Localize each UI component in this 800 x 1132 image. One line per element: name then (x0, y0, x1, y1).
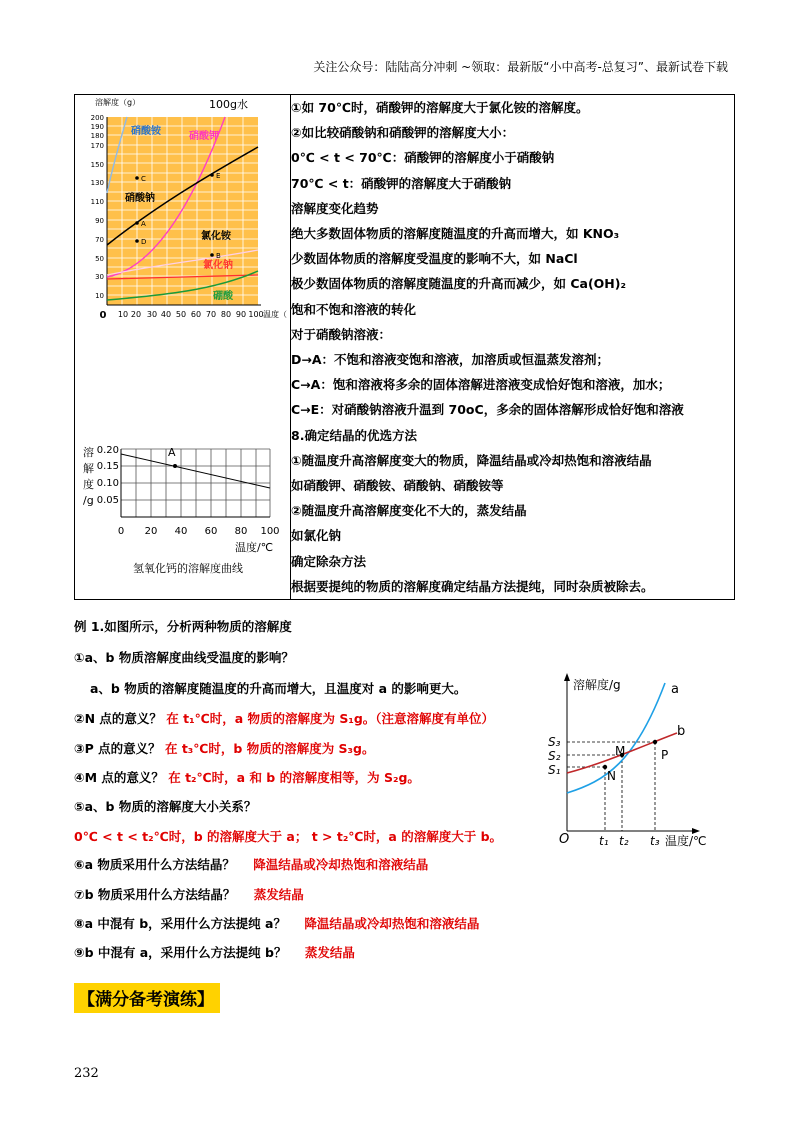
calcium-hydroxide-chart (75, 442, 289, 582)
charts-cell (75, 95, 291, 600)
example-a5: 0℃ < t < t₂℃时，b 的溶解度大于 a； t > t₂℃时，a 的溶解度大于 b。 (74, 829, 503, 844)
chart1-xtick: 70 (205, 310, 217, 319)
solubility-curves-chart (75, 95, 289, 325)
curve-a (567, 683, 665, 793)
chart2-ylabel-char: 度 (83, 478, 94, 491)
example-q6: ⑥a 物质采用什么方法结晶？ (74, 857, 235, 872)
curve-a-label: a (671, 682, 679, 697)
example-a6: 降温结晶或冷却热饱和溶液结晶 (253, 857, 429, 872)
s1-label: S₁ (548, 763, 561, 777)
chart1-ylabel: 溶解度（g） (95, 98, 141, 107)
point-P-label: P (661, 748, 669, 762)
example-a1: a、b 物质的溶解度随温度的升高而增大，且温度对 a 的影响更大。 (90, 681, 467, 696)
s2-label: S₂ (548, 749, 561, 763)
chart1-xtick: 100 (248, 310, 264, 319)
chart1-ytick: 170 (90, 142, 104, 150)
chart1-xtick: 50 (175, 310, 187, 319)
chart1-note: 100g水 (209, 98, 248, 111)
chart1-xtick: 60 (190, 310, 202, 319)
chart2-point-A-label: A (168, 446, 176, 459)
point-C-label: C (141, 175, 146, 183)
label-potassium-nitrate: 硝酸钾 (189, 131, 219, 142)
example-a4: 在 t₂℃时，a 和 b 的溶解度相等，为 S₂g。 (168, 770, 420, 785)
note-line: ②随温度升高溶解度变化不大的，蒸发结晶 (291, 503, 527, 519)
chart1-xtick: 0 (99, 310, 107, 321)
chart2-ytick: 0.10 (96, 478, 119, 489)
example-q3: ③P 点的意义？ (74, 741, 161, 756)
point-C-marker (135, 176, 139, 180)
note-line: 少数固体物质的溶解度受温度的影响不大，如 NaCl (291, 251, 578, 267)
chart2-ytick: 0.05 (96, 495, 119, 506)
note-line: 饱和不饱和溶液的转化 (291, 301, 417, 317)
chart1-ytick: 90 (95, 217, 104, 225)
chart2-xlabel: 温度/℃ (235, 541, 274, 554)
chart2-ylabel-char: 溶 (83, 446, 94, 459)
note-line: 确定除杂方法 (291, 553, 367, 569)
chart1-ytick: 70 (95, 236, 104, 244)
chart1-ytick: 110 (90, 198, 104, 206)
example-q4-row (74, 768, 420, 786)
note-line: 8.确定结晶的优选方法 (291, 427, 417, 443)
t1-label: t₁ (599, 834, 609, 848)
note-line: C→A：饱和溶液将多余的固体溶解进溶液变成恰好饱和溶液，加水； (291, 377, 671, 393)
point-B-marker (210, 253, 214, 257)
example-title: 例 1.如图所示，分析两种物质的溶解度 (74, 619, 292, 634)
point-D-marker (135, 239, 139, 243)
example-q5: ⑤a、b 物质的溶解度大小关系？ (74, 799, 257, 814)
chart1-xtick: 30 (146, 310, 158, 319)
note-line: 对于硝酸钠溶液： (291, 326, 392, 342)
point-M-label: M (615, 744, 626, 758)
chart1-ytick: 130 (90, 179, 104, 187)
example-a8: 降温结晶或冷却热饱和溶液结晶 (304, 916, 480, 931)
chart2-ytick: 0.15 (96, 461, 119, 472)
point-B-label: B (216, 252, 221, 260)
label-ammonium-nitrate: 硝酸铵 (131, 126, 161, 137)
chart2-xtick: 60 (204, 526, 218, 537)
example-a3: 在 t₃℃时，b 物质的溶解度为 S₃g。 (164, 741, 375, 756)
chart2-xtick: 0 (117, 526, 125, 537)
point-E-marker (210, 173, 214, 177)
chart1-ytick: 150 (90, 161, 104, 169)
point-E-label: E (216, 172, 221, 180)
example-a7: 蒸发结晶 (253, 887, 304, 902)
note-line: C→E：对硝酸钠溶液升温到 70oC，多余的固体溶解形成恰好饱和溶液 (291, 402, 684, 418)
note-line: 如硝酸钾、硝酸铵、硝酸钠、硝酸铵等 (291, 478, 504, 494)
example-q9-row (74, 943, 355, 961)
chart3-origin: O (559, 832, 570, 847)
chart2-xtick: 80 (234, 526, 248, 537)
note-line: ②如比较硝酸钠和硝酸钾的溶解度大小： (291, 125, 515, 141)
curve-b-label: b (677, 724, 686, 739)
point-P-marker (653, 740, 657, 744)
example-q6-row (74, 855, 428, 873)
chart1-ytick: 190 (90, 123, 104, 131)
chart1-xtick: 40 (160, 310, 172, 319)
example-q2-row (74, 709, 494, 727)
note-line: 如氯化钠 (291, 528, 342, 544)
note-line: 极少数固体物质的溶解度随温度的升高而减少，如 Ca(OH)₂ (291, 276, 626, 292)
chart3-ylabel: 溶解度/g (573, 678, 621, 692)
label-boric-acid: 硼酸 (213, 291, 233, 302)
example-q8: ⑧a 中混有 b，采用什么方法提纯 a？ (74, 916, 286, 931)
note-line: D→A：不饱和溶液变饱和溶液，加溶质或恒温蒸发溶剂； (291, 352, 610, 368)
example-q4: ④M 点的意义？ (74, 770, 164, 785)
chart3-xlabel: 温度/℃ (665, 834, 707, 848)
chart1-xlabel: 温度（ (263, 310, 287, 319)
point-A-label: A (141, 220, 146, 228)
example-q9: ⑨b 中混有 a，采用什么方法提纯 b？ (74, 945, 287, 960)
chart1-ytick: 30 (95, 273, 104, 281)
chart2-ylabel-char: /g (83, 494, 94, 507)
notes-cell (291, 95, 735, 600)
chart2-xtick: 40 (174, 526, 188, 537)
note-line: 根据要提纯的物质的溶解度确定结晶方法提纯，同时杂质被除去。 (291, 578, 654, 594)
page-number: 232 (74, 1066, 99, 1081)
chart1-xtick: 10 (117, 310, 129, 319)
point-D-label: D (141, 238, 147, 246)
point-N-label: N (607, 769, 616, 783)
example-q2: ②N 点的意义？ (74, 711, 162, 726)
chart2-caption: 氢氧化钙的溶解度曲线 (133, 562, 243, 575)
ab-solubility-chart (545, 673, 735, 853)
section-title: 【满分备考演练】 (74, 983, 220, 1013)
label-sodium-nitrate: 硝酸钠 (125, 193, 155, 204)
chart2-xtick: 20 (144, 526, 158, 537)
example-q7-row (74, 885, 304, 903)
example-q7: ⑦b 物质采用什么方法结晶？ (74, 887, 236, 902)
page-header: 关注公众号：陆陆高分冲刺 ~领取：最新版“小中高考-总复习”、最新试卷下载 (313, 60, 728, 74)
example-q3-row (74, 739, 375, 757)
chart1-ytick: 200 (90, 114, 104, 122)
example-q1: ①a、b 物质溶解度曲线受温度的影响？ (74, 650, 294, 665)
t3-label: t₃ (650, 834, 660, 848)
chart1-ytick: 10 (95, 292, 104, 300)
s3-label: S₃ (548, 735, 561, 749)
example-a9: 蒸发结晶 (304, 945, 355, 960)
chart1-ytick: 180 (90, 132, 104, 140)
chart1-ytick: 50 (95, 255, 104, 263)
chart2-ytick: 0.20 (96, 445, 119, 456)
note-line: ①如 70℃时，硝酸钾的溶解度大于氯化铵的溶解度。 (291, 100, 589, 115)
note-line: ①随温度升高溶解度变大的物质，降温结晶或冷却热饱和溶液结晶 (291, 452, 652, 468)
chart2-ylabel-char: 解 (83, 462, 94, 475)
note-line: 70℃ < t：硝酸钾的溶解度大于硝酸钠 (291, 175, 512, 191)
knowledge-table (74, 94, 735, 600)
note-line: 绝大多数固体物质的溶解度随温度的升高而增大，如 KNO₃ (291, 226, 620, 242)
chart1-xtick: 80 (220, 310, 232, 319)
note-line: 0℃ < t < 70℃：硝酸钾的溶解度小于硝酸钠 (291, 150, 555, 166)
chart1-xtick: 90 (235, 310, 247, 319)
example-q8-row (74, 914, 479, 932)
example-a2: 在 t₁℃时，a 物质的溶解度为 S₁g。（注意溶解度有单位） (166, 711, 495, 726)
label-sodium-chloride: 氯化钠 (203, 260, 233, 271)
point-A-marker (135, 221, 139, 225)
chart2-xtick: 100 (260, 526, 280, 537)
chart2-point-A-marker (173, 464, 177, 468)
chart1-xtick: 20 (130, 310, 142, 319)
note-line: 溶解度变化趋势 (291, 200, 379, 216)
label-ammonium-chloride: 氯化铵 (201, 231, 231, 242)
t2-label: t₂ (619, 834, 629, 848)
